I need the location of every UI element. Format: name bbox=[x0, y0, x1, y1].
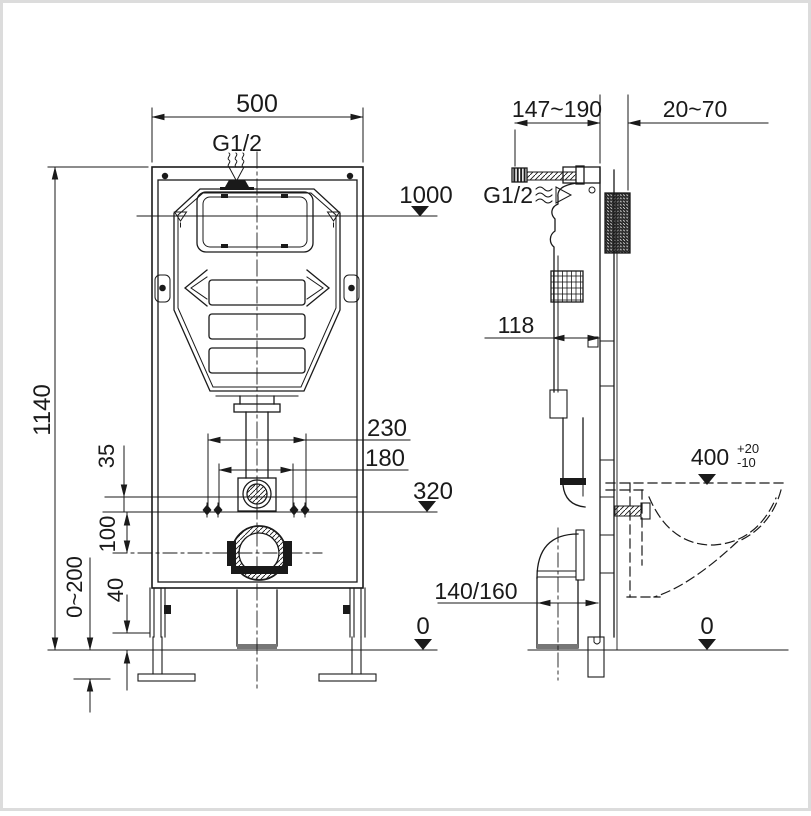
water-level-icon bbox=[175, 212, 187, 227]
chevron-right-icon bbox=[307, 270, 329, 306]
water-level-icon bbox=[328, 212, 340, 227]
side-cistern-tank bbox=[550, 167, 600, 637]
side-flush-pipe bbox=[560, 418, 586, 507]
toilet-bowl-outline bbox=[606, 483, 783, 597]
frame-bolt-icon bbox=[162, 173, 168, 179]
bowl-tolerance-minus: -10 bbox=[737, 455, 756, 470]
leg-adjust-label: 0~200 bbox=[62, 556, 87, 618]
front-frame bbox=[152, 167, 363, 588]
level-1000-label: 1000 bbox=[399, 182, 453, 209]
flush-valve-block bbox=[551, 271, 583, 302]
front-dimensions bbox=[48, 108, 437, 712]
front-mounting-rail bbox=[105, 497, 357, 517]
dim-100-label: 100 bbox=[95, 515, 120, 553]
level-marker-icon bbox=[414, 639, 432, 650]
dim-230-label: 230 bbox=[366, 415, 408, 442]
frame-bolt-icon bbox=[347, 173, 353, 179]
bowl-height-label: 400 bbox=[690, 444, 730, 470]
drain-size-label: 140/160 bbox=[434, 578, 518, 604]
depth-range-label: 147~190 bbox=[511, 96, 603, 122]
inlet-g12-label: G1/2 bbox=[212, 130, 262, 156]
level-marker-icon bbox=[698, 639, 716, 650]
side-foot bbox=[588, 637, 604, 677]
side-drain-elbow bbox=[537, 528, 584, 680]
side-dimensions bbox=[438, 95, 768, 650]
wall-rail-block bbox=[605, 193, 630, 253]
labels bbox=[29, 90, 759, 640]
level-0-side-label: 0 bbox=[700, 613, 714, 640]
side-rail bbox=[588, 170, 630, 677]
flow-arrow-icon bbox=[229, 167, 244, 181]
dim-35-label: 35 bbox=[94, 443, 119, 469]
dim-118-label: 118 bbox=[497, 312, 535, 338]
front-view bbox=[48, 108, 437, 712]
dim-40-label: 40 bbox=[103, 577, 128, 603]
level-320-label: 320 bbox=[412, 478, 454, 505]
inlet-g12-side-label: G1/2 bbox=[483, 182, 533, 208]
level-0-label: 0 bbox=[416, 613, 430, 640]
bowl-tolerance-plus: +20 bbox=[737, 441, 760, 456]
flow-squiggle-icon bbox=[536, 187, 552, 203]
access-panel bbox=[197, 192, 313, 252]
side-mounting-stud bbox=[615, 503, 650, 519]
dim-1140-label: 1140 bbox=[29, 384, 56, 436]
dim-500-label: 500 bbox=[236, 90, 278, 118]
wall-range-label: 20~70 bbox=[662, 96, 728, 122]
chevron-left-icon bbox=[185, 270, 207, 306]
front-drain-socket bbox=[113, 526, 322, 580]
dim-180-label: 180 bbox=[364, 445, 406, 472]
